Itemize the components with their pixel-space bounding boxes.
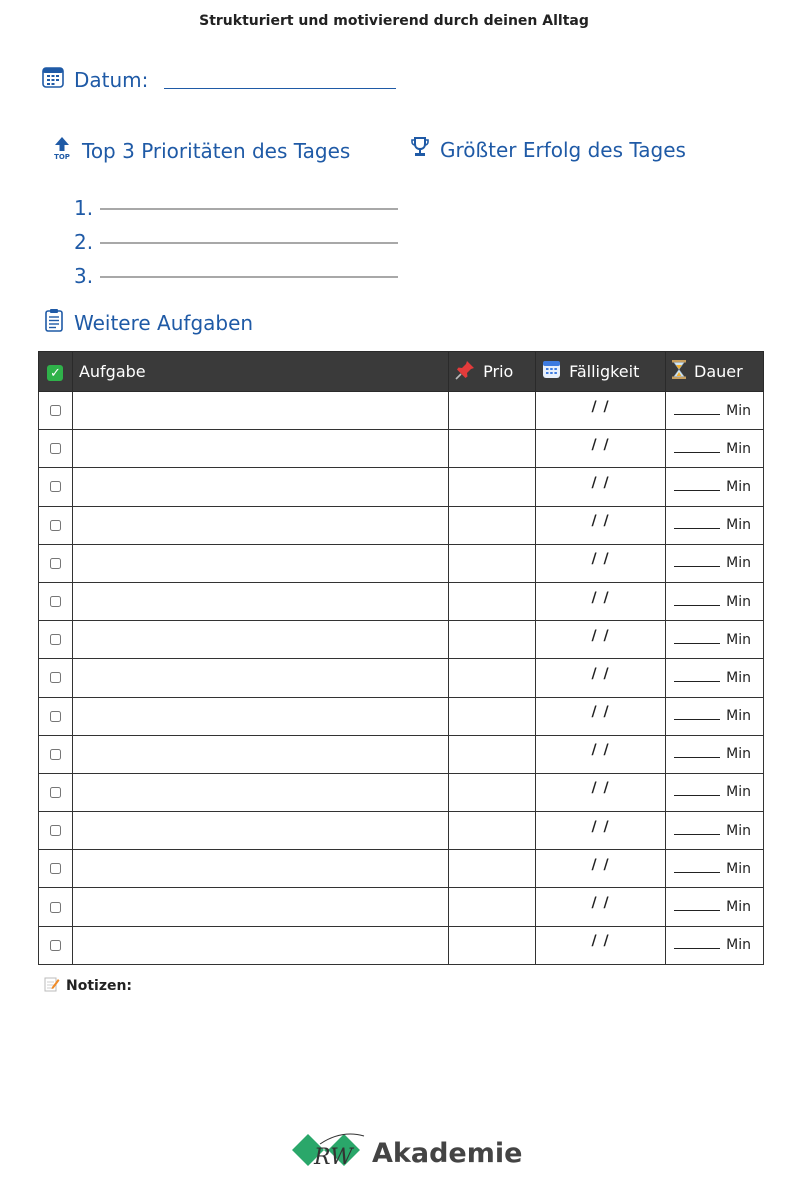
brand-logo xyxy=(290,1130,522,1176)
task-cell[interactable] xyxy=(72,621,448,659)
due-placeholder: / / xyxy=(591,627,610,644)
priority-list xyxy=(74,186,398,288)
prio-cell[interactable] xyxy=(449,582,536,620)
task-cell[interactable] xyxy=(72,888,448,926)
priority-number: 1. xyxy=(74,196,94,220)
duration-blank xyxy=(674,555,720,567)
due-placeholder: / / xyxy=(591,742,610,759)
table-row xyxy=(39,506,764,544)
duration-unit: Min xyxy=(726,593,751,610)
duration-cell[interactable] xyxy=(666,888,764,926)
due-placeholder: / / xyxy=(591,513,610,530)
prio-cell[interactable] xyxy=(449,735,536,773)
header-due-label: Fälligkeit xyxy=(569,362,640,381)
header-task xyxy=(72,352,448,392)
duration-unit: Min xyxy=(726,937,751,954)
table-row xyxy=(39,659,764,697)
duration-blank xyxy=(674,937,720,949)
duration-unit: Min xyxy=(726,478,751,495)
check-icon: ✓ xyxy=(47,365,63,381)
duration-cell[interactable] xyxy=(666,468,764,506)
pushpin-icon xyxy=(455,360,475,384)
due-cell[interactable] xyxy=(536,621,666,659)
prio-cell[interactable] xyxy=(449,812,536,850)
top-arrow-icon xyxy=(52,136,72,165)
duration-blank xyxy=(674,517,720,529)
task-cell[interactable] xyxy=(72,506,448,544)
duration-cell[interactable] xyxy=(666,850,764,888)
duration-blank xyxy=(674,670,720,682)
prio-cell[interactable] xyxy=(449,544,536,582)
table-row xyxy=(39,430,764,468)
header-prio xyxy=(449,352,536,392)
task-checkbox[interactable] xyxy=(50,558,61,569)
duration-blank xyxy=(674,784,720,796)
duration-blank xyxy=(674,441,720,453)
duration-cell[interactable] xyxy=(666,926,764,964)
task-cell[interactable] xyxy=(72,697,448,735)
task-cell[interactable] xyxy=(72,430,448,468)
duration-cell[interactable] xyxy=(666,697,764,735)
due-cell[interactable] xyxy=(536,773,666,811)
task-checkbox[interactable] xyxy=(50,596,61,607)
duration-cell[interactable] xyxy=(666,506,764,544)
task-cell[interactable] xyxy=(72,850,448,888)
due-placeholder: / / xyxy=(591,665,610,682)
priority-number: 2. xyxy=(74,230,94,254)
row-check-cell xyxy=(39,430,73,468)
priorities-title: Top 3 Prioritäten des Tages xyxy=(82,138,351,163)
duration-unit: Min xyxy=(726,631,751,648)
task-cell[interactable] xyxy=(72,926,448,964)
due-placeholder: / / xyxy=(591,818,610,835)
prio-cell[interactable] xyxy=(449,697,536,735)
row-check-cell xyxy=(39,392,73,430)
duration-cell[interactable] xyxy=(666,544,764,582)
task-checkbox[interactable] xyxy=(50,405,61,416)
due-placeholder: / / xyxy=(591,895,610,912)
duration-unit: Min xyxy=(726,822,751,839)
table-row xyxy=(39,735,764,773)
due-cell[interactable] xyxy=(536,735,666,773)
logo-mark xyxy=(290,1130,366,1176)
duration-blank xyxy=(674,708,720,720)
row-check-cell xyxy=(39,850,73,888)
task-checkbox[interactable] xyxy=(50,711,61,722)
prio-cell[interactable] xyxy=(449,659,536,697)
task-checkbox[interactable] xyxy=(50,825,61,836)
row-check-cell xyxy=(39,812,73,850)
date-label: Datum: xyxy=(74,67,149,92)
table-row xyxy=(39,621,764,659)
task-body xyxy=(39,392,764,965)
success-heading xyxy=(410,136,686,163)
task-checkbox[interactable] xyxy=(50,787,61,798)
duration-cell[interactable] xyxy=(666,773,764,811)
duration-blank xyxy=(674,861,720,873)
priority-line xyxy=(100,276,398,278)
duration-blank xyxy=(674,632,720,644)
task-cell[interactable] xyxy=(72,659,448,697)
tasks-heading xyxy=(44,308,253,337)
row-check-cell xyxy=(39,697,73,735)
priorities-heading xyxy=(52,136,350,165)
date-input-line[interactable] xyxy=(164,71,396,89)
due-cell[interactable] xyxy=(536,926,666,964)
due-cell[interactable] xyxy=(536,582,666,620)
task-cell[interactable] xyxy=(72,544,448,582)
prio-cell[interactable] xyxy=(449,506,536,544)
task-checkbox[interactable] xyxy=(50,520,61,531)
due-cell[interactable] xyxy=(536,430,666,468)
success-title: Größter Erfolg des Tages xyxy=(440,137,686,162)
duration-unit: Min xyxy=(726,669,751,686)
due-placeholder: / / xyxy=(591,780,610,797)
header-prio-label: Prio xyxy=(483,362,514,381)
notes-section xyxy=(44,976,132,996)
due-cell[interactable] xyxy=(536,812,666,850)
due-placeholder: / / xyxy=(591,589,610,606)
table-row xyxy=(39,582,764,620)
duration-blank xyxy=(674,746,720,758)
row-check-cell xyxy=(39,544,73,582)
duration-blank xyxy=(674,403,720,415)
duration-blank xyxy=(674,479,720,491)
table-header-row xyxy=(39,352,764,392)
table-row xyxy=(39,773,764,811)
task-checkbox[interactable] xyxy=(50,672,61,683)
prio-cell[interactable] xyxy=(449,926,536,964)
header-task-label: Aufgabe xyxy=(78,362,146,381)
task-cell[interactable] xyxy=(72,812,448,850)
tasks-title: Weitere Aufgaben xyxy=(74,310,254,335)
duration-unit: Min xyxy=(726,402,751,419)
hourglass-icon xyxy=(672,360,686,383)
due-cell[interactable] xyxy=(536,544,666,582)
row-check-cell xyxy=(39,582,73,620)
due-cell[interactable] xyxy=(536,392,666,430)
task-table xyxy=(38,351,764,965)
prio-cell[interactable] xyxy=(449,430,536,468)
task-cell[interactable] xyxy=(72,468,448,506)
logo-wordmark: Akademie xyxy=(372,1137,523,1169)
duration-blank xyxy=(674,899,720,911)
duration-cell[interactable] xyxy=(666,582,764,620)
task-checkbox[interactable] xyxy=(50,481,61,492)
task-cell[interactable] xyxy=(72,582,448,620)
task-checkbox[interactable] xyxy=(50,749,61,760)
table-row xyxy=(39,812,764,850)
prio-cell[interactable] xyxy=(449,621,536,659)
due-placeholder: / / xyxy=(591,474,610,491)
due-cell[interactable] xyxy=(536,850,666,888)
duration-unit: Min xyxy=(726,555,751,572)
table-row xyxy=(39,697,764,735)
row-check-cell xyxy=(39,926,73,964)
due-cell[interactable] xyxy=(536,697,666,735)
due-placeholder: / / xyxy=(591,551,610,568)
table-row xyxy=(39,888,764,926)
duration-unit: Min xyxy=(726,899,751,916)
duration-unit: Min xyxy=(726,440,751,457)
duration-cell[interactable] xyxy=(666,392,764,430)
header-duration-label: Dauer xyxy=(694,362,743,381)
calendar-icon xyxy=(542,360,561,383)
header-check-cell xyxy=(39,352,73,392)
duration-unit: Min xyxy=(726,784,751,801)
row-check-cell xyxy=(39,506,73,544)
table-row xyxy=(39,468,764,506)
due-placeholder: / / xyxy=(591,398,610,415)
clipboard-icon xyxy=(44,308,64,337)
calendar-icon xyxy=(42,66,64,93)
due-placeholder: / / xyxy=(591,704,610,721)
priority-item[interactable] xyxy=(74,220,398,254)
duration-unit: Min xyxy=(726,708,751,725)
table-row xyxy=(39,392,764,430)
prio-cell[interactable] xyxy=(449,850,536,888)
priority-item[interactable] xyxy=(74,254,398,288)
duration-cell[interactable] xyxy=(666,812,764,850)
task-checkbox[interactable] xyxy=(50,634,61,645)
logo-script: RW xyxy=(314,1145,353,1170)
prio-cell[interactable] xyxy=(449,773,536,811)
page-title: Strukturiert und motivierend durch deinen Alltag xyxy=(199,13,589,29)
due-placeholder: / / xyxy=(591,933,610,950)
duration-blank xyxy=(674,823,720,835)
task-checkbox[interactable] xyxy=(50,902,61,913)
duration-unit: Min xyxy=(726,860,751,877)
header-due xyxy=(536,352,666,392)
due-placeholder: / / xyxy=(591,856,610,873)
prio-cell[interactable] xyxy=(449,888,536,926)
row-check-cell xyxy=(39,888,73,926)
duration-cell[interactable] xyxy=(666,621,764,659)
row-check-cell xyxy=(39,735,73,773)
prio-cell[interactable] xyxy=(449,392,536,430)
prio-cell[interactable] xyxy=(449,468,536,506)
due-placeholder: / / xyxy=(591,436,610,453)
date-section xyxy=(42,66,396,93)
task-checkbox[interactable] xyxy=(50,443,61,454)
row-check-cell xyxy=(39,773,73,811)
duration-blank xyxy=(674,594,720,606)
duration-cell[interactable] xyxy=(666,659,764,697)
task-cell[interactable] xyxy=(72,392,448,430)
row-check-cell xyxy=(39,659,73,697)
svg-text:TOP: TOP xyxy=(54,153,70,160)
priority-item[interactable] xyxy=(74,186,398,220)
duration-cell[interactable] xyxy=(666,430,764,468)
duration-unit: Min xyxy=(726,517,751,534)
due-cell[interactable] xyxy=(536,468,666,506)
task-cell[interactable] xyxy=(72,735,448,773)
table-row xyxy=(39,544,764,582)
row-check-cell xyxy=(39,468,73,506)
notes-label: Notizen: xyxy=(66,978,133,994)
due-cell[interactable] xyxy=(536,506,666,544)
duration-unit: Min xyxy=(726,746,751,763)
memo-icon xyxy=(44,976,60,996)
duration-cell[interactable] xyxy=(666,735,764,773)
task-checkbox[interactable] xyxy=(50,940,61,951)
priority-line xyxy=(100,208,398,210)
priority-line xyxy=(100,242,398,244)
trophy-icon xyxy=(410,136,430,163)
task-cell[interactable] xyxy=(72,773,448,811)
priority-number: 3. xyxy=(74,264,94,288)
due-cell[interactable] xyxy=(536,659,666,697)
row-check-cell xyxy=(39,621,73,659)
header-duration xyxy=(666,352,764,392)
due-cell[interactable] xyxy=(536,888,666,926)
task-checkbox[interactable] xyxy=(50,863,61,874)
table-row xyxy=(39,926,764,964)
table-row xyxy=(39,850,764,888)
